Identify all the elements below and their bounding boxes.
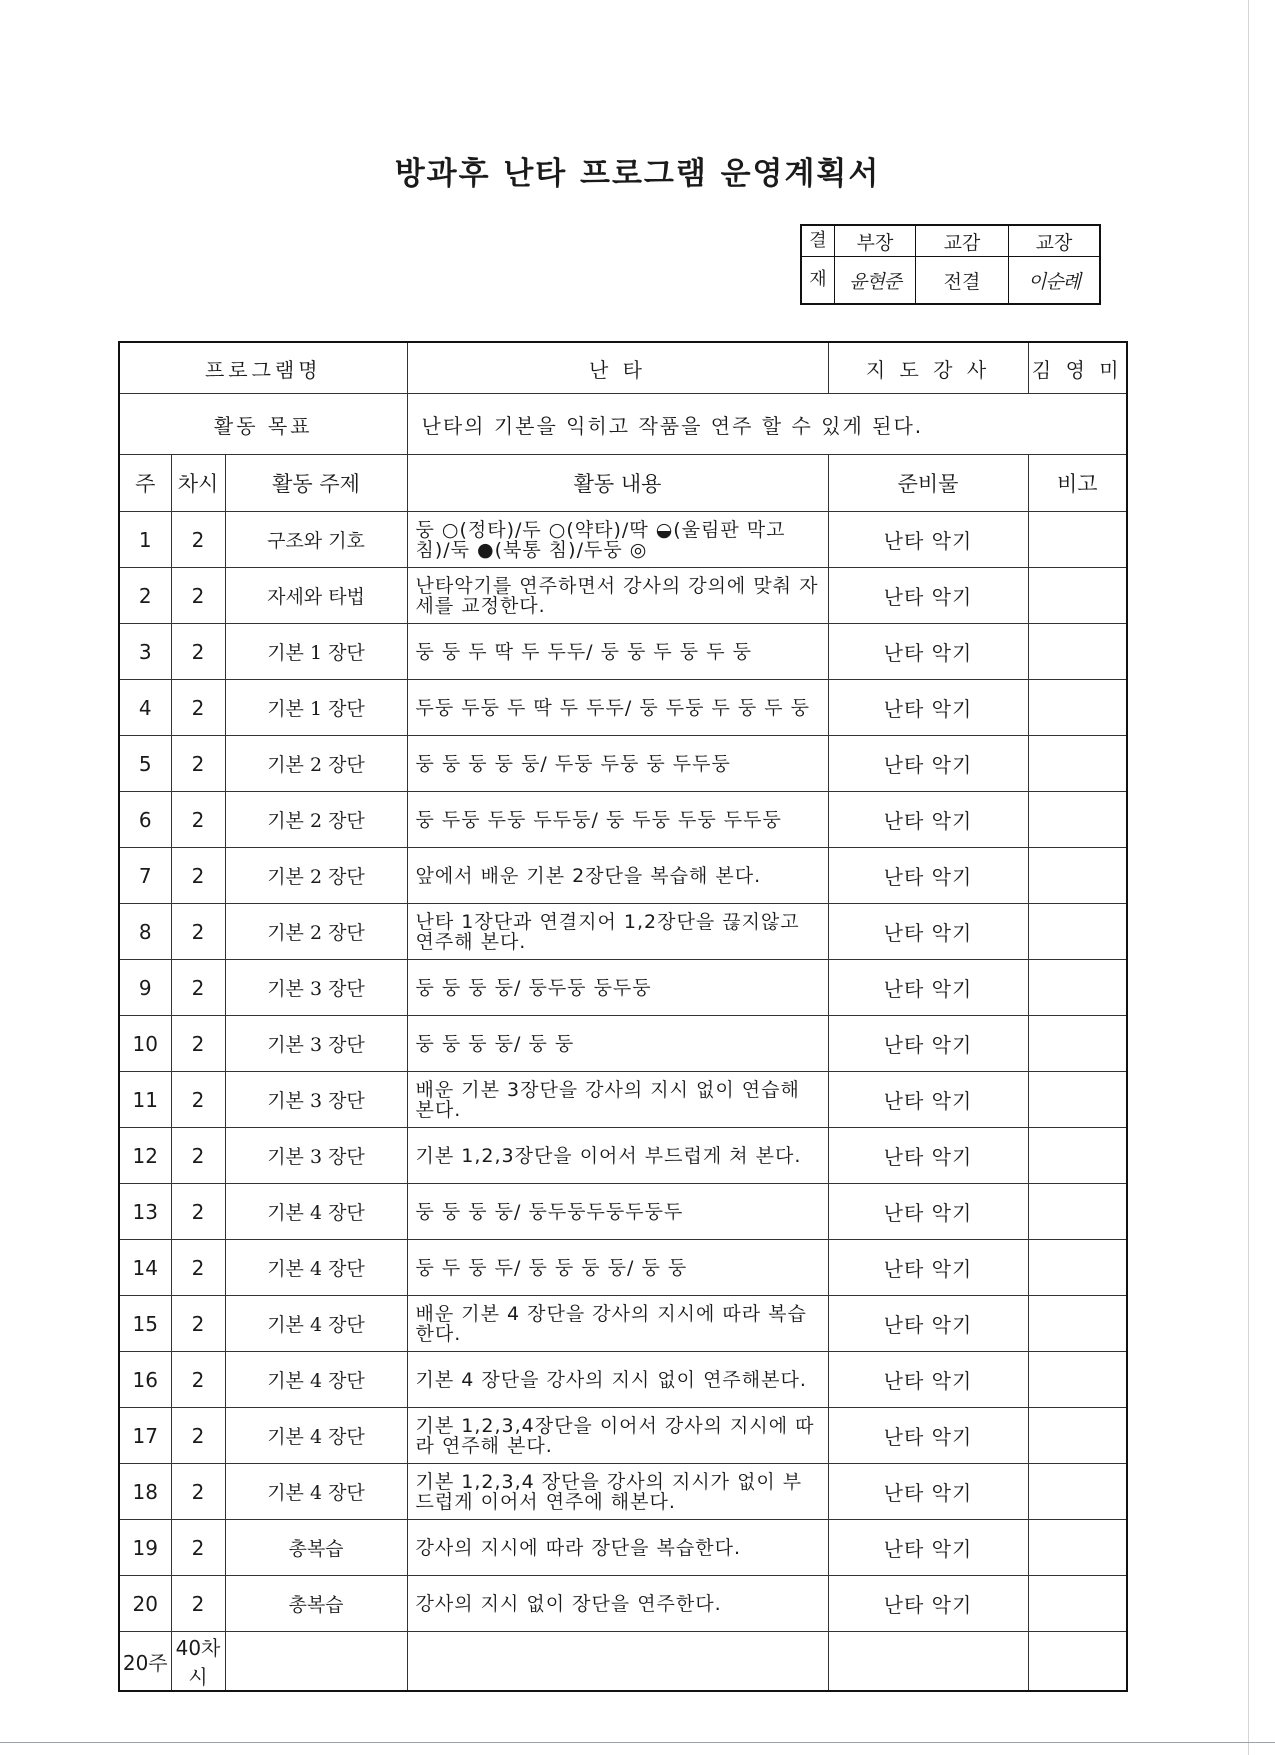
cell-topic: 총복습 — [225, 1576, 407, 1632]
cell-week: 3 — [119, 624, 171, 680]
document-title: 방과후 난타 프로그램 운영계획서 — [394, 156, 881, 192]
cell-week: 5 — [119, 736, 171, 792]
cell-note — [1028, 792, 1127, 848]
cell-note — [1028, 1016, 1127, 1072]
cell-topic: 기본 3 장단 — [225, 1016, 407, 1072]
total-empty-content — [407, 1632, 828, 1692]
cell-topic: 기본 2 장단 — [225, 848, 407, 904]
cell-session: 2 — [171, 1016, 225, 1072]
cell-week: 18 — [119, 1464, 171, 1520]
cell-prep: 난타 악기 — [828, 1072, 1028, 1128]
cell-content: 둥 ○(정타)/두 ○(약타)/딱 ◒(울림판 막고 침)/둑 ●(북통 침)/두둥 ◎ — [407, 512, 828, 568]
cell-session: 2 — [171, 1072, 225, 1128]
cell-session: 2 — [171, 1576, 225, 1632]
cell-note — [1028, 624, 1127, 680]
cell-note — [1028, 1464, 1127, 1520]
cell-note — [1028, 680, 1127, 736]
cell-prep: 난타 악기 — [828, 960, 1028, 1016]
cell-session: 2 — [171, 904, 225, 960]
cell-session: 2 — [171, 1296, 225, 1352]
cell-prep: 난타 악기 — [828, 904, 1028, 960]
cell-content: 기본 1,2,3장단을 이어서 부드럽게 쳐 본다. — [407, 1128, 828, 1184]
cell-prep: 난타 악기 — [828, 1296, 1028, 1352]
cell-topic: 기본 4 장단 — [225, 1408, 407, 1464]
cell-content: 강사의 지시에 따라 장단을 복습한다. — [407, 1520, 828, 1576]
header-session: 차시 — [171, 455, 225, 512]
plan-table — [118, 341, 1128, 1692]
table-row — [119, 512, 1127, 568]
cell-session: 2 — [171, 680, 225, 736]
cell-note — [1028, 568, 1127, 624]
approval-header-principal: 교장 — [1009, 225, 1101, 257]
cell-prep: 난타 악기 — [828, 1184, 1028, 1240]
cell-session: 2 — [171, 1408, 225, 1464]
table-row — [119, 848, 1127, 904]
table-row — [119, 1072, 1127, 1128]
table-row — [119, 1128, 1127, 1184]
cell-week: 2 — [119, 568, 171, 624]
table-row — [119, 960, 1127, 1016]
cell-topic: 기본 4 장단 — [225, 1464, 407, 1520]
table-row — [119, 1520, 1127, 1576]
approval-label-top: 결 — [801, 225, 835, 257]
cell-note — [1028, 1352, 1127, 1408]
program-name-label: 프로그램명 — [119, 342, 407, 394]
cell-session: 2 — [171, 624, 225, 680]
cell-week: 17 — [119, 1408, 171, 1464]
cell-note — [1028, 512, 1127, 568]
header-week: 주 — [119, 455, 171, 512]
header-prep: 준비물 — [828, 455, 1028, 512]
cell-note — [1028, 1072, 1127, 1128]
cell-week: 13 — [119, 1184, 171, 1240]
cell-session: 2 — [171, 792, 225, 848]
cell-prep: 난타 악기 — [828, 1128, 1028, 1184]
cell-prep: 난타 악기 — [828, 1520, 1028, 1576]
cell-topic: 기본 4 장단 — [225, 1352, 407, 1408]
cell-session: 2 — [171, 1184, 225, 1240]
cell-topic: 기본 4 장단 — [225, 1184, 407, 1240]
cell-prep: 난타 악기 — [828, 512, 1028, 568]
cell-topic: 총복습 — [225, 1520, 407, 1576]
cell-content: 둥 두둥 두둥 두두둥/ 둥 두둥 두둥 두두둥 — [407, 792, 828, 848]
cell-content: 둥 둥 둥 둥/ 둥두둥 둥두둥 — [407, 960, 828, 1016]
total-empty-topic — [225, 1632, 407, 1692]
cell-session: 2 — [171, 512, 225, 568]
total-row — [119, 1632, 1127, 1692]
cell-prep: 난타 악기 — [828, 624, 1028, 680]
cell-prep: 난타 악기 — [828, 1576, 1028, 1632]
header-topic: 활동 주제 — [225, 455, 407, 512]
cell-session: 2 — [171, 1520, 225, 1576]
goal-row — [119, 394, 1127, 455]
approval-label-bottom: 재 — [801, 257, 835, 305]
total-empty-prep — [828, 1632, 1028, 1692]
cell-content: 배운 기본 4 장단을 강사의 지시에 따라 복습한다. — [407, 1296, 828, 1352]
table-row — [119, 736, 1127, 792]
scan-bottom-line — [0, 1742, 1275, 1743]
goal-value: 난타의 기본을 익히고 작품을 연주 할 수 있게 된다. — [407, 394, 1127, 455]
table-row — [119, 1184, 1127, 1240]
table-row — [119, 792, 1127, 848]
cell-prep: 난타 악기 — [828, 1352, 1028, 1408]
cell-note — [1028, 1576, 1127, 1632]
cell-note — [1028, 904, 1127, 960]
table-row — [119, 1408, 1127, 1464]
scan-edge-line — [1248, 0, 1249, 1755]
cell-content: 앞에서 배운 기본 2장단을 복습해 본다. — [407, 848, 828, 904]
cell-session: 2 — [171, 960, 225, 1016]
cell-topic: 기본 1 장단 — [225, 624, 407, 680]
cell-note — [1028, 1240, 1127, 1296]
cell-content: 둥 둥 둥 둥 둥/ 두둥 두둥 둥 두두둥 — [407, 736, 828, 792]
cell-content: 기본 1,2,3,4장단을 이어서 강사의 지시에 따라 연주해 본다. — [407, 1408, 828, 1464]
cell-topic: 기본 1 장단 — [225, 680, 407, 736]
cell-topic: 기본 4 장단 — [225, 1240, 407, 1296]
cell-week: 14 — [119, 1240, 171, 1296]
cell-topic: 기본 3 장단 — [225, 1072, 407, 1128]
cell-topic: 자세와 타법 — [225, 568, 407, 624]
cell-prep: 난타 악기 — [828, 568, 1028, 624]
table-row — [119, 624, 1127, 680]
table-header-row — [119, 455, 1127, 512]
cell-note — [1028, 1128, 1127, 1184]
cell-content: 기본 4 장단을 강사의 지시 없이 연주해본다. — [407, 1352, 828, 1408]
table-row — [119, 1352, 1127, 1408]
cell-topic: 구조와 기호 — [225, 512, 407, 568]
cell-content: 강사의 지시 없이 장단을 연주한다. — [407, 1576, 828, 1632]
cell-prep: 난타 악기 — [828, 1408, 1028, 1464]
cell-session: 2 — [171, 1352, 225, 1408]
table-row — [119, 1016, 1127, 1072]
table-row — [119, 1464, 1127, 1520]
total-empty-note — [1028, 1632, 1127, 1692]
cell-week: 10 — [119, 1016, 171, 1072]
cell-note — [1028, 1184, 1127, 1240]
instructor-label: 지 도 강 사 — [828, 342, 1028, 394]
header-content: 활동 내용 — [407, 455, 828, 512]
cell-prep: 난타 악기 — [828, 848, 1028, 904]
table-row — [119, 1240, 1127, 1296]
cell-topic: 기본 2 장단 — [225, 904, 407, 960]
cell-week: 11 — [119, 1072, 171, 1128]
cell-note — [1028, 1520, 1127, 1576]
cell-note — [1028, 1296, 1127, 1352]
program-name-value: 난 타 — [407, 342, 828, 394]
total-sessions: 40차시 — [171, 1632, 225, 1692]
table-row — [119, 904, 1127, 960]
cell-session: 2 — [171, 568, 225, 624]
cell-content: 둥 둥 둥 둥/ 둥 둥 — [407, 1016, 828, 1072]
cell-session: 2 — [171, 1128, 225, 1184]
cell-content: 두둥 두둥 두 딱 두 두두/ 둥 두둥 두 둥 두 둥 — [407, 680, 828, 736]
cell-prep: 난타 악기 — [828, 1240, 1028, 1296]
cell-week: 9 — [119, 960, 171, 1016]
cell-content: 난타악기를 연주하면서 강사의 강의에 맞춰 자세를 교정한다. — [407, 568, 828, 624]
cell-prep: 난타 악기 — [828, 736, 1028, 792]
cell-topic: 기본 2 장단 — [225, 736, 407, 792]
cell-topic: 기본 2 장단 — [225, 792, 407, 848]
table-body — [119, 512, 1127, 1632]
approval-box — [800, 224, 1101, 305]
cell-note — [1028, 960, 1127, 1016]
table-row — [119, 1576, 1127, 1632]
cell-note — [1028, 848, 1127, 904]
approval-header-vice-principal: 교감 — [916, 225, 1009, 257]
cell-note — [1028, 736, 1127, 792]
cell-content: 둥 두 둥 두/ 둥 둥 둥 둥/ 둥 둥 — [407, 1240, 828, 1296]
cell-prep: 난타 악기 — [828, 680, 1028, 736]
cell-week: 20 — [119, 1576, 171, 1632]
cell-week: 4 — [119, 680, 171, 736]
cell-content: 기본 1,2,3,4 장단을 강사의 지시가 없이 부드럽게 이어서 연주에 해본다. — [407, 1464, 828, 1520]
cell-week: 1 — [119, 512, 171, 568]
table-row — [119, 1296, 1127, 1352]
signature-principal: 이순례 — [1009, 257, 1101, 305]
cell-prep: 난타 악기 — [828, 792, 1028, 848]
cell-week: 8 — [119, 904, 171, 960]
cell-content: 둥 둥 둥 둥/ 둥두둥두둥두둥두 — [407, 1184, 828, 1240]
cell-session: 2 — [171, 848, 225, 904]
header-note: 비고 — [1028, 455, 1127, 512]
cell-week: 19 — [119, 1520, 171, 1576]
approval-header-dept-head: 부장 — [835, 225, 916, 257]
cell-prep: 난타 악기 — [828, 1016, 1028, 1072]
signature-dept-head: 윤현준 — [835, 257, 916, 305]
signature-vice-principal: 전결 — [916, 257, 1009, 305]
instructor-value: 김 영 미 — [1028, 342, 1127, 394]
cell-content: 난타 1장단과 연결지어 1,2장단을 끊지않고 연주해 본다. — [407, 904, 828, 960]
goal-label: 활동 목표 — [119, 394, 407, 455]
table-row — [119, 680, 1127, 736]
cell-week: 12 — [119, 1128, 171, 1184]
cell-session: 2 — [171, 1464, 225, 1520]
cell-session: 2 — [171, 1240, 225, 1296]
cell-content: 배운 기본 3장단을 강사의 지시 없이 연습해 본다. — [407, 1072, 828, 1128]
cell-week: 16 — [119, 1352, 171, 1408]
cell-week: 7 — [119, 848, 171, 904]
total-weeks: 20주 — [119, 1632, 171, 1692]
cell-topic: 기본 3 장단 — [225, 1128, 407, 1184]
cell-content: 둥 둥 두 딱 두 두두/ 둥 둥 두 둥 두 둥 — [407, 624, 828, 680]
cell-week: 6 — [119, 792, 171, 848]
cell-week: 15 — [119, 1296, 171, 1352]
cell-note — [1028, 1408, 1127, 1464]
cell-topic: 기본 4 장단 — [225, 1296, 407, 1352]
cell-prep: 난타 악기 — [828, 1464, 1028, 1520]
program-info-row — [119, 342, 1127, 394]
table-row — [119, 568, 1127, 624]
cell-session: 2 — [171, 736, 225, 792]
cell-topic: 기본 3 장단 — [225, 960, 407, 1016]
